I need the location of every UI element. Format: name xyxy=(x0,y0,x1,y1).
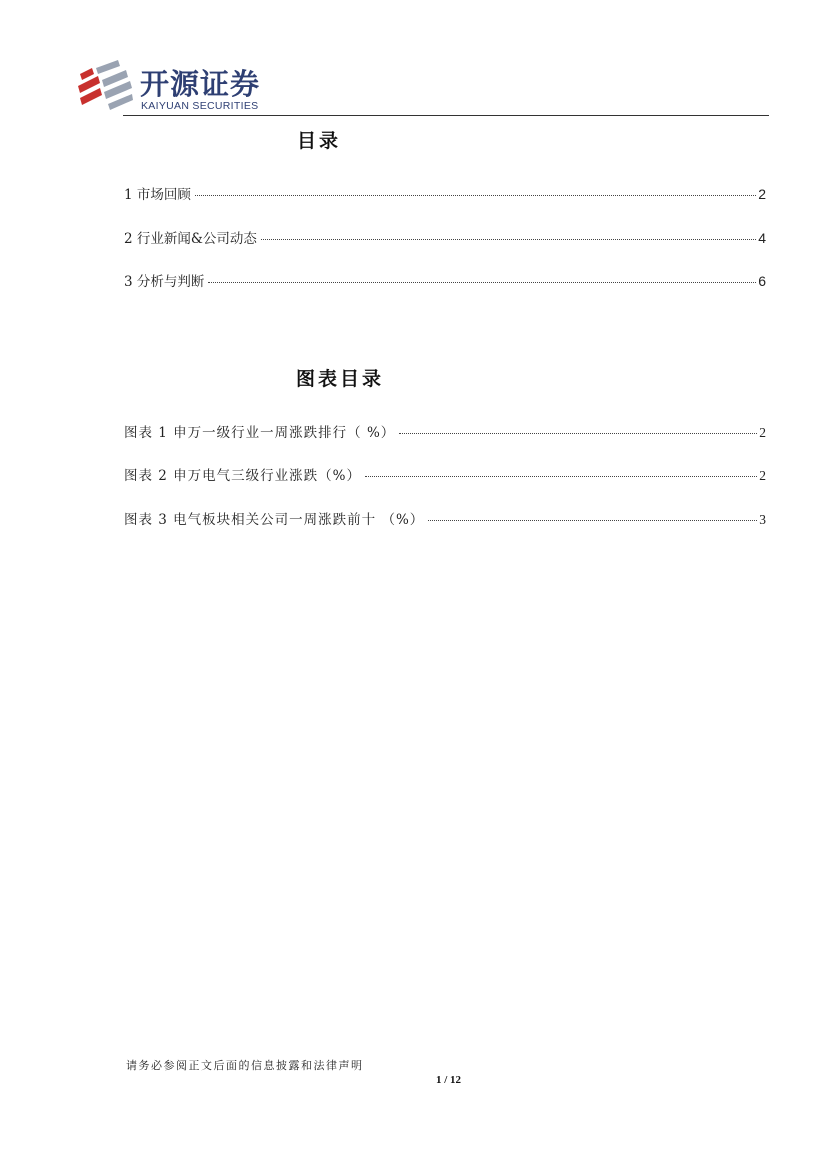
header-divider xyxy=(123,115,769,116)
toc-entry-page: 4 xyxy=(758,230,766,246)
dot-leader xyxy=(195,195,756,196)
figure-entry-2[interactable] xyxy=(124,464,766,484)
page-number: 1 / 12 xyxy=(435,1074,462,1086)
toc-entry-page: 6 xyxy=(758,273,766,289)
figure-entry-1[interactable] xyxy=(124,421,766,441)
toc-title: 目录 xyxy=(297,130,342,152)
dot-leader xyxy=(399,433,757,434)
dot-leader xyxy=(428,520,757,521)
dot-leader xyxy=(365,476,757,477)
toc-entry-analysis[interactable] xyxy=(124,270,766,290)
toc-entry-label: 3 分析与判断 xyxy=(124,274,205,290)
figure-entry-page: 3 xyxy=(759,512,766,527)
toc-entry-page: 2 xyxy=(758,186,766,202)
figure-list-title: 图表目录 xyxy=(296,368,385,390)
kaiyuan-logo-icon xyxy=(78,60,134,112)
logo-chinese-name: 开源证券 xyxy=(140,67,261,101)
dot-leader xyxy=(261,239,756,240)
toc-entry-market-review[interactable] xyxy=(124,183,766,203)
figure-entry-3[interactable] xyxy=(124,508,766,528)
figure-entry-label: 图表 3 电气板块相关公司一周涨跌前十 （%） xyxy=(124,512,425,528)
toc-entry-label: 1 市场回顾 xyxy=(124,187,191,203)
dot-leader xyxy=(208,282,756,283)
figure-entry-page: 2 xyxy=(759,468,766,483)
toc-entry-label: 2 行业新闻&公司动态 xyxy=(124,231,257,247)
figure-entry-label: 图表 2 申万电气三级行业涨跌（%） xyxy=(124,468,361,484)
figure-entry-page: 2 xyxy=(759,425,766,440)
footer-disclaimer: 请务必参阅正文后面的信息披露和法律声明 xyxy=(126,1059,364,1072)
logo-english-name: KAIYUAN SECURITIES xyxy=(141,100,259,112)
figure-entry-label: 图表 1 申万一级行业一周涨跌排行（ %） xyxy=(124,425,396,441)
toc-entry-industry-news[interactable] xyxy=(124,227,766,247)
company-logo xyxy=(78,58,278,114)
